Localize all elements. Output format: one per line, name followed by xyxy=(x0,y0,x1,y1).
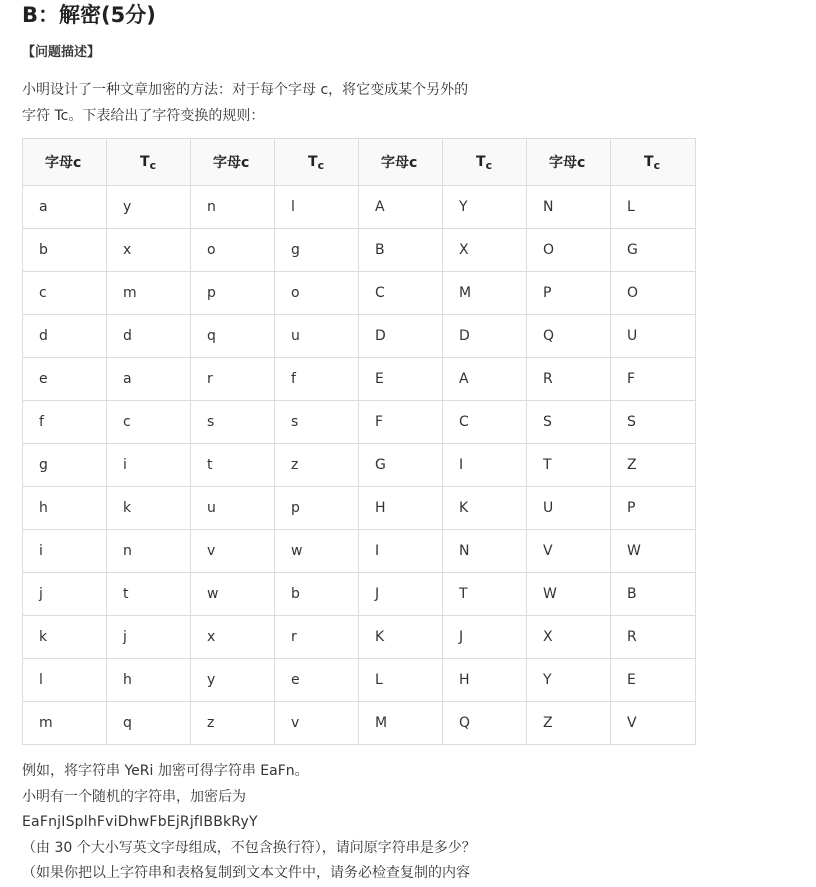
table-cell: L xyxy=(359,659,443,702)
table-row xyxy=(23,444,696,487)
table-cell: C xyxy=(443,401,527,444)
table-cell: y xyxy=(191,659,275,702)
table-row xyxy=(23,702,696,745)
table-cell: K xyxy=(359,616,443,659)
table-cell: o xyxy=(191,229,275,272)
table-cell: s xyxy=(191,401,275,444)
table-cell: J xyxy=(443,616,527,659)
table-cell: q xyxy=(191,315,275,358)
table-cell: w xyxy=(275,530,359,573)
table-cell: r xyxy=(191,358,275,401)
table-body xyxy=(23,186,696,745)
after-table-text xyxy=(22,759,816,887)
header-subscript: c xyxy=(317,159,325,172)
table-row xyxy=(23,530,696,573)
table-cell: d xyxy=(23,315,107,358)
table-cell: h xyxy=(107,659,191,702)
table-cell: t xyxy=(107,573,191,616)
header-main-text: T xyxy=(644,154,654,170)
table-cell: d xyxy=(107,315,191,358)
intro-line: 小明设计了一种文章加密的方法：对于每个字母 c，将它变成某个另外的 xyxy=(22,82,469,98)
table-cell: n xyxy=(191,186,275,229)
table-cell: R xyxy=(611,616,696,659)
table-cell: S xyxy=(611,401,696,444)
table-cell: L xyxy=(611,186,696,229)
table-cell: o xyxy=(275,272,359,315)
table-cell: S xyxy=(527,401,611,444)
table-cell: n xyxy=(107,530,191,573)
header-subscript: c xyxy=(485,159,493,172)
table-cell: p xyxy=(275,487,359,530)
table-cell: W xyxy=(611,530,696,573)
table-cell: F xyxy=(611,358,696,401)
header-main-text: T xyxy=(140,154,150,170)
table-cell: I xyxy=(359,530,443,573)
header-cell-tc xyxy=(443,139,527,186)
table-cell: w xyxy=(191,573,275,616)
table-cell: R xyxy=(527,358,611,401)
table-cell: m xyxy=(107,272,191,315)
table-row xyxy=(23,401,696,444)
table-cell: e xyxy=(275,659,359,702)
cipher-rules-table xyxy=(22,138,696,745)
table-cell: T xyxy=(443,573,527,616)
table-cell: G xyxy=(359,444,443,487)
header-cell-letter xyxy=(359,139,443,186)
header-main-text: 字母c xyxy=(45,155,82,171)
header-subscript: c xyxy=(149,159,157,172)
table-cell: Z xyxy=(611,444,696,487)
table-cell: t xyxy=(191,444,275,487)
table-cell: v xyxy=(191,530,275,573)
header-subscript: c xyxy=(653,159,661,172)
problem-title: B：解密(5分) xyxy=(22,3,156,27)
table-cell: X xyxy=(527,616,611,659)
table-cell: I xyxy=(443,444,527,487)
table-cell: c xyxy=(23,272,107,315)
header-cell-letter xyxy=(191,139,275,186)
table-cell: Y xyxy=(443,186,527,229)
question-line: （由 30 个大小写英文字母组成，不包含换行符），请问原字符串是多少？ xyxy=(22,839,476,856)
table-cell: G xyxy=(611,229,696,272)
table-cell: N xyxy=(527,186,611,229)
table-cell: X xyxy=(443,229,527,272)
table-cell: U xyxy=(527,487,611,530)
table-cell: K xyxy=(443,487,527,530)
table-cell: q xyxy=(107,702,191,745)
table-cell: T xyxy=(527,444,611,487)
table-cell: i xyxy=(23,530,107,573)
table-cell: l xyxy=(23,659,107,702)
table-cell: x xyxy=(191,616,275,659)
table-cell: W xyxy=(527,573,611,616)
table-cell: F xyxy=(359,401,443,444)
example-line: 例如，将字符串 YeRi 加密可得字符串 EaFn。 xyxy=(22,763,309,779)
table-cell: u xyxy=(275,315,359,358)
table-cell: B xyxy=(359,229,443,272)
table-cell: a xyxy=(23,186,107,229)
table-cell: O xyxy=(611,272,696,315)
table-row xyxy=(23,229,696,272)
header-main-text: 字母c xyxy=(549,155,586,171)
table-cell: Q xyxy=(443,702,527,745)
table-cell: a xyxy=(107,358,191,401)
table-cell: A xyxy=(359,186,443,229)
table-cell: f xyxy=(23,401,107,444)
table-cell: s xyxy=(275,401,359,444)
table-cell: i xyxy=(107,444,191,487)
table-cell: j xyxy=(107,616,191,659)
intro-text xyxy=(22,77,816,129)
table-cell: P xyxy=(527,272,611,315)
table-cell: D xyxy=(443,315,527,358)
table-cell: e xyxy=(23,358,107,401)
table-cell: l xyxy=(275,186,359,229)
header-cell-letter xyxy=(23,139,107,186)
header-main-text: T xyxy=(308,154,318,170)
header-cell-letter xyxy=(527,139,611,186)
table-cell: m xyxy=(23,702,107,745)
table-row xyxy=(23,487,696,530)
table-cell: r xyxy=(275,616,359,659)
table-cell: b xyxy=(275,573,359,616)
table-cell: p xyxy=(191,272,275,315)
intro-line: 字符 Tc。下表给出了字符变换的规则： xyxy=(22,108,265,124)
table-cell: h xyxy=(23,487,107,530)
table-cell: u xyxy=(191,487,275,530)
header-cell-tc xyxy=(611,139,696,186)
table-cell: E xyxy=(611,659,696,702)
table-cell: M xyxy=(443,272,527,315)
table-cell: U xyxy=(611,315,696,358)
table-cell: H xyxy=(443,659,527,702)
table-cell: V xyxy=(611,702,696,745)
table-cell: c xyxy=(107,401,191,444)
table-cell: k xyxy=(107,487,191,530)
table-cell: g xyxy=(23,444,107,487)
table-cell: g xyxy=(275,229,359,272)
table-cell: E xyxy=(359,358,443,401)
table-row xyxy=(23,272,696,315)
table-row xyxy=(23,616,696,659)
table-cell: v xyxy=(275,702,359,745)
table-cell: A xyxy=(443,358,527,401)
table-cell: y xyxy=(107,186,191,229)
table-row xyxy=(23,186,696,229)
header-cell-tc xyxy=(107,139,191,186)
table-cell: Q xyxy=(527,315,611,358)
table-cell: P xyxy=(611,487,696,530)
table-row xyxy=(23,573,696,616)
header-cell-tc xyxy=(275,139,359,186)
table-cell: N xyxy=(443,530,527,573)
header-main-text: 字母c xyxy=(213,155,250,171)
header-main-text: 字母c xyxy=(381,155,418,171)
table-header-row xyxy=(23,139,696,186)
table-cell: B xyxy=(611,573,696,616)
table-cell: M xyxy=(359,702,443,745)
cipher-text: EaFnjISplhFviDhwFbEjRjfIBBkRyY xyxy=(22,814,258,831)
table-row xyxy=(23,659,696,702)
section-label: 【问题描述】 xyxy=(22,45,101,60)
table-cell: k xyxy=(23,616,107,659)
table-cell: C xyxy=(359,272,443,315)
table-cell: H xyxy=(359,487,443,530)
table-cell: b xyxy=(23,229,107,272)
table-row xyxy=(23,358,696,401)
table-cell: j xyxy=(23,573,107,616)
note-line: （如果你把以上字符串和表格复制到文本文件中，请务必检查复制的内容 xyxy=(22,865,470,882)
table-row xyxy=(23,315,696,358)
table-cell: V xyxy=(527,530,611,573)
table-cell: z xyxy=(275,444,359,487)
table-cell: D xyxy=(359,315,443,358)
table-cell: f xyxy=(275,358,359,401)
table-cell: Y xyxy=(527,659,611,702)
header-main-text: T xyxy=(476,154,486,170)
table-cell: Z xyxy=(527,702,611,745)
table-cell: J xyxy=(359,573,443,616)
table-cell: O xyxy=(527,229,611,272)
table-cell: z xyxy=(191,702,275,745)
table-cell: x xyxy=(107,229,191,272)
random-string-line: 小明有一个随机的字符串，加密后为 xyxy=(22,788,246,805)
